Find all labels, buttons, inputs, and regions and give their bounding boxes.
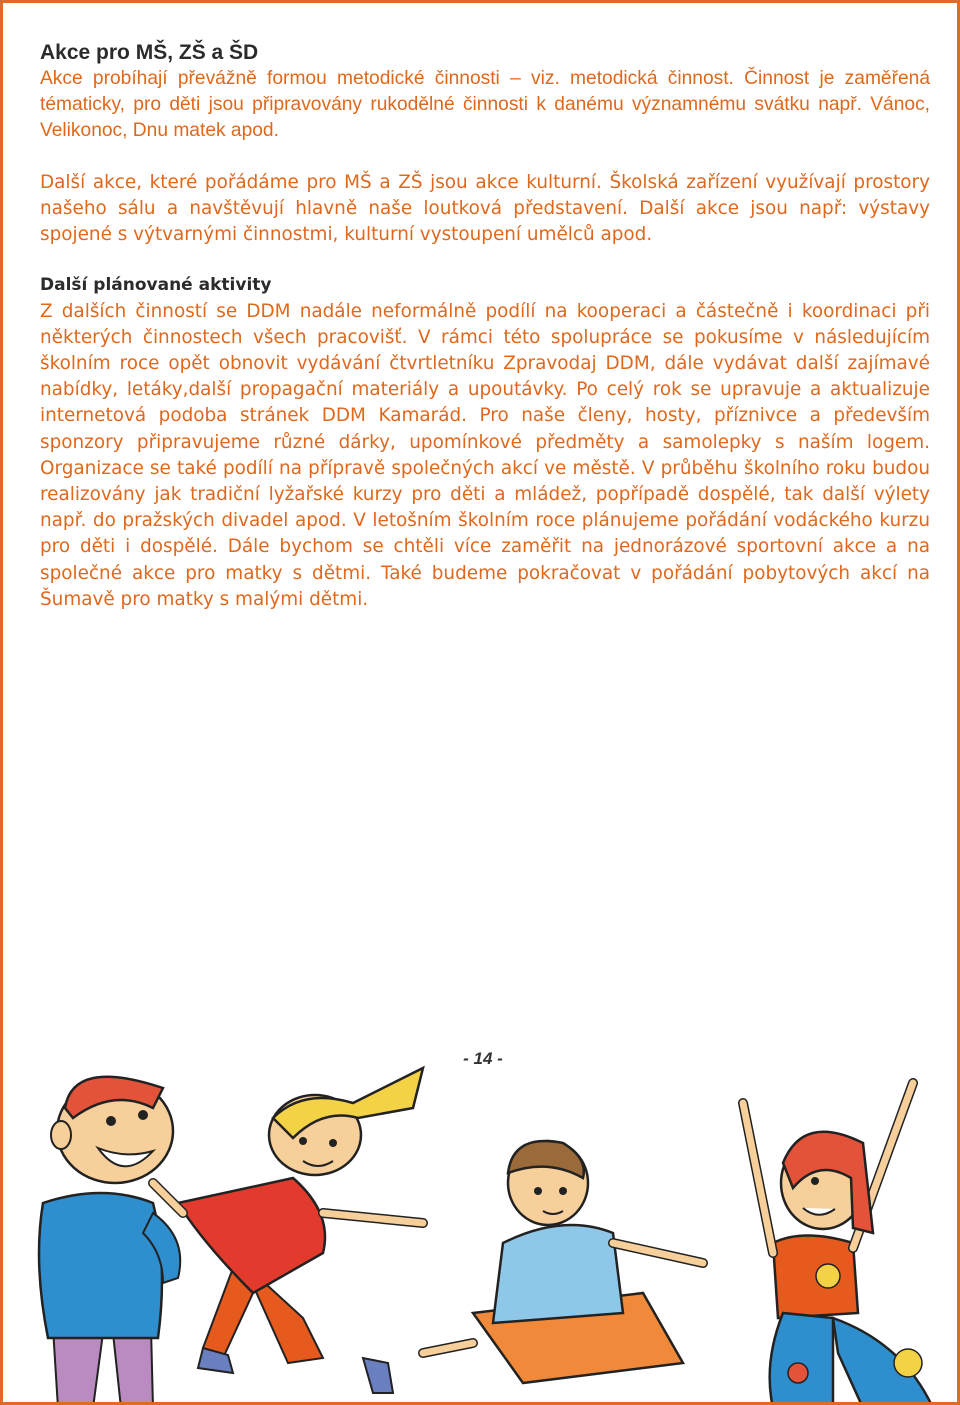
girl-blonde-figure	[153, 1068, 423, 1393]
boy-middle-figure	[423, 1141, 703, 1383]
section-heading-ms-zs-sd: Akce pro MŠ, ZŠ a ŠD	[40, 41, 259, 64]
text-column	[40, 39, 930, 613]
kids-illustration	[3, 1063, 960, 1405]
girl-right-figure	[743, 1083, 933, 1405]
paragraph-methodical-activities: Akce probíhají převážně formou metodické činnosti – viz. metodická činnost. Činnost je zaměřená tématicky, pro děti jsou připravovány rukodělné činnosti k danému významnému svátku např. Vánoc, Velikonoc, Dnu matek apod.	[40, 68, 930, 141]
boy-left-figure	[39, 1077, 180, 1405]
paragraph-planned-activities: Z dalších činností se DDM nadále neformálně podílí na kooperaci a částečně i koordinaci při některých činnostech všech pracovišť. V rámci této spolupráce se pokusíme v následujícím školním roce opět obnovit vydávání čtvrtletníku Zpravodaj DDM, dále vydávat další zajímavé nabídky, letáky,další propagační materiály a upoutávky. Po celý rok se upravuje a aktualizuje internetová podoba stránek DDM Kamarád. Pro naše členy, hosty, příznivce a především sponzory připravujeme různé dárky, upomínkové předměty a samolepky s naším logem. Organizace se také podílí na přípravě společných akcí ve městě. V průběhu školního roku budou realizovány jak tradiční lyžařské kurzy pro děti a mládež, popřípadě dospělé, tak další výlety např. do pražských divadel apod. V letošním školním roce plánujeme pořádání vodáckého kurzu pro děti i dospělé. Dále bychom se chtěli více zaměřit na jednorázové sportovní akce a na společné akce pro matky s dětmi. Také budeme pokračovat v pořádání pobytových akcí na Šumavě pro matky s malými dětmi.	[40, 300, 930, 610]
section-heading-planned-activities: Další plánované aktivity	[40, 274, 272, 295]
paragraph-cultural-events: Další akce, které pořádáme pro MŠ a ZŠ jsou akce kulturní. Školská zařízení využívají prostory našeho sálu a navštěvují hlavně naše loutková představení. Další akce jsou např: výstavy spojené s výtvarnými činnostmi, kulturní vystoupení umělců apod.	[40, 172, 930, 246]
page-number: - 14 -	[463, 1049, 503, 1068]
